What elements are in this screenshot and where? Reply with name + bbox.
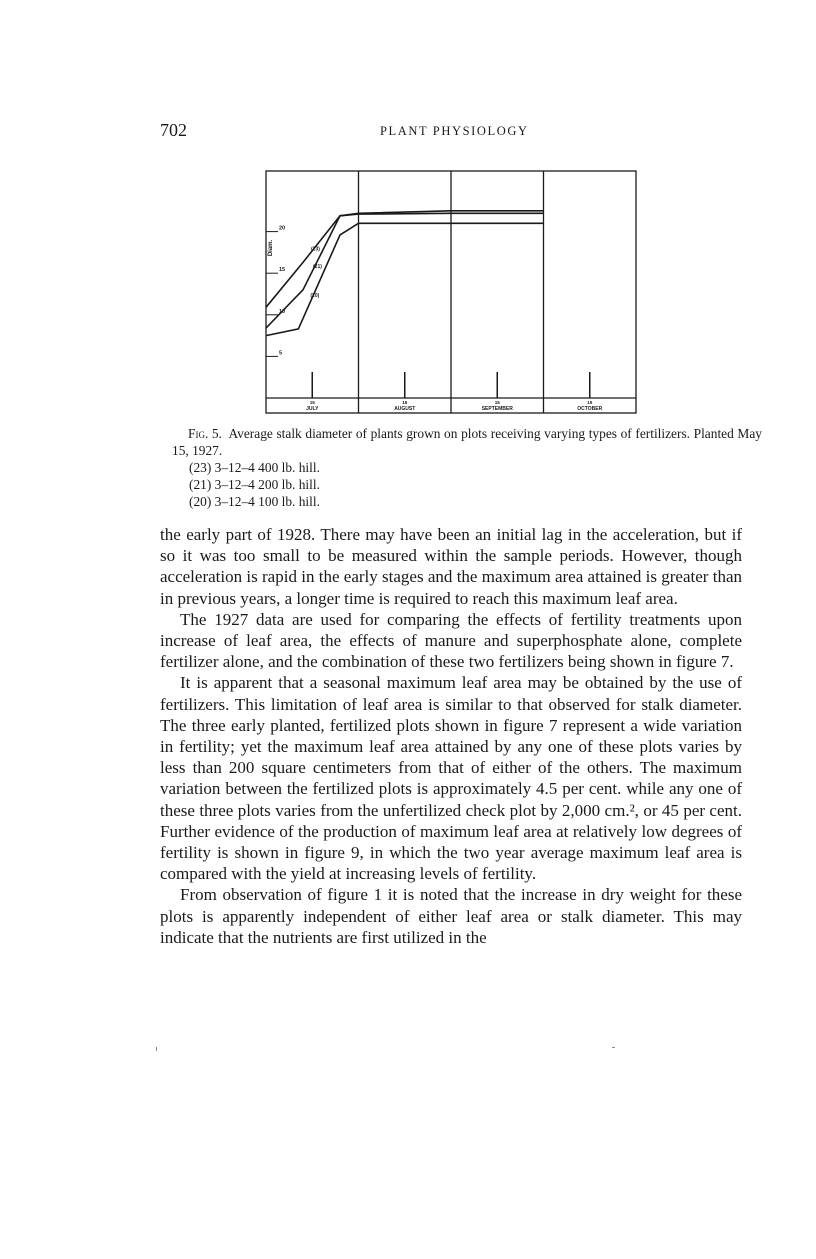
caption-legend-line: (23) 3–12–4 400 lb. hill. <box>189 460 320 475</box>
series-label: (23) <box>311 246 320 253</box>
figure-caption <box>172 425 762 510</box>
figure-5-chart <box>250 160 650 422</box>
x-tick-month: SEPTEMBER <box>481 406 513 412</box>
paragraph: the early part of 1928. There may have been an initial lag in the acceleration, but if so it was too small to be measured within the sample periods. However, though acceleration is rapid in the early stages and the maximum area attained is greater than in previous years, a longer time is required to reach this maximum leaf area. <box>160 525 742 608</box>
caption-text: Average stalk diameter of plants grown on plots receiving varying types of fertilizers. Planted May 15, 1927. <box>172 426 762 458</box>
x-tick-day: 15 <box>587 400 593 405</box>
caption-lead <box>172 425 762 459</box>
y-tick-label: 15 <box>279 267 286 274</box>
page-number: 702 <box>160 120 187 140</box>
series-line <box>266 213 544 328</box>
x-tick-month: AUGUST <box>394 406 416 412</box>
x-tick-day: 15 <box>494 400 500 405</box>
series-label: (21) <box>313 263 322 270</box>
y-axis-label: Diam. <box>268 239 274 257</box>
y-tick-label: 5 <box>279 350 283 357</box>
y-tick-label: 10 <box>279 308 286 315</box>
paragraph: The 1927 data are used for comparing the effects of fertility treatments upon increase of leaf area, the effects of manure and superphosphate alone, complete fertilizer alone, and the combination of these two fertilizers being shown in figure 7. <box>160 609 742 672</box>
caption-fig-label: Fig. <box>188 426 209 441</box>
scan-mark <box>156 1047 157 1051</box>
paragraph: From observation of figure 1 it is noted that the increase in dry weight for these plots is apparently independent of either leaf area or stalk diameter. This may indicate that the nutrients are first utilized in the <box>160 885 742 947</box>
series-line <box>266 211 544 308</box>
x-tick-month: JULY <box>306 406 319 412</box>
paragraph: It is apparent that a seasonal maximum leaf area may be obtained by the use of fertilizers. This limitation of leaf area is similar to that observed for stalk diameter. The three early planted, fertilized plots shown in figure 7 represent a wide variation in fertility; yet the maximum leaf area attained by any one of these plots varies by less than 200 square centimeters from that of either of the others. The maximum variation between the fertilized plots is approximately 4.5 per cent. while any one of these three plots varies from the unfertilized check plot by 2,000 cm.², or 45 per cent. Further evidence of the production of maximum leaf area at relatively low degrees of fertility is shown in figure 9, in which the two year average maximum leaf area is compared with the yield at increasing levels of fertility. <box>160 673 742 884</box>
caption-legend-line: (21) 3–12–4 200 lb. hill. <box>189 477 320 492</box>
x-tick-day: 15 <box>402 400 408 405</box>
x-tick-day: 15 <box>309 400 315 405</box>
series-label: (20) <box>310 292 320 299</box>
caption-legend-line: (20) 3–12–4 100 lb. hill. <box>189 494 320 509</box>
scan-mark <box>612 1047 615 1048</box>
chart-frame <box>266 171 636 413</box>
caption-fig-number: 5. <box>211 426 222 441</box>
body-text <box>160 524 742 948</box>
y-tick-label: 20 <box>279 225 286 232</box>
chart-series <box>266 211 544 336</box>
x-axis-labels <box>306 372 603 412</box>
x-tick-month: OCTOBER <box>577 406 603 412</box>
running-head: PLANT PHYSIOLOGY <box>380 124 529 138</box>
